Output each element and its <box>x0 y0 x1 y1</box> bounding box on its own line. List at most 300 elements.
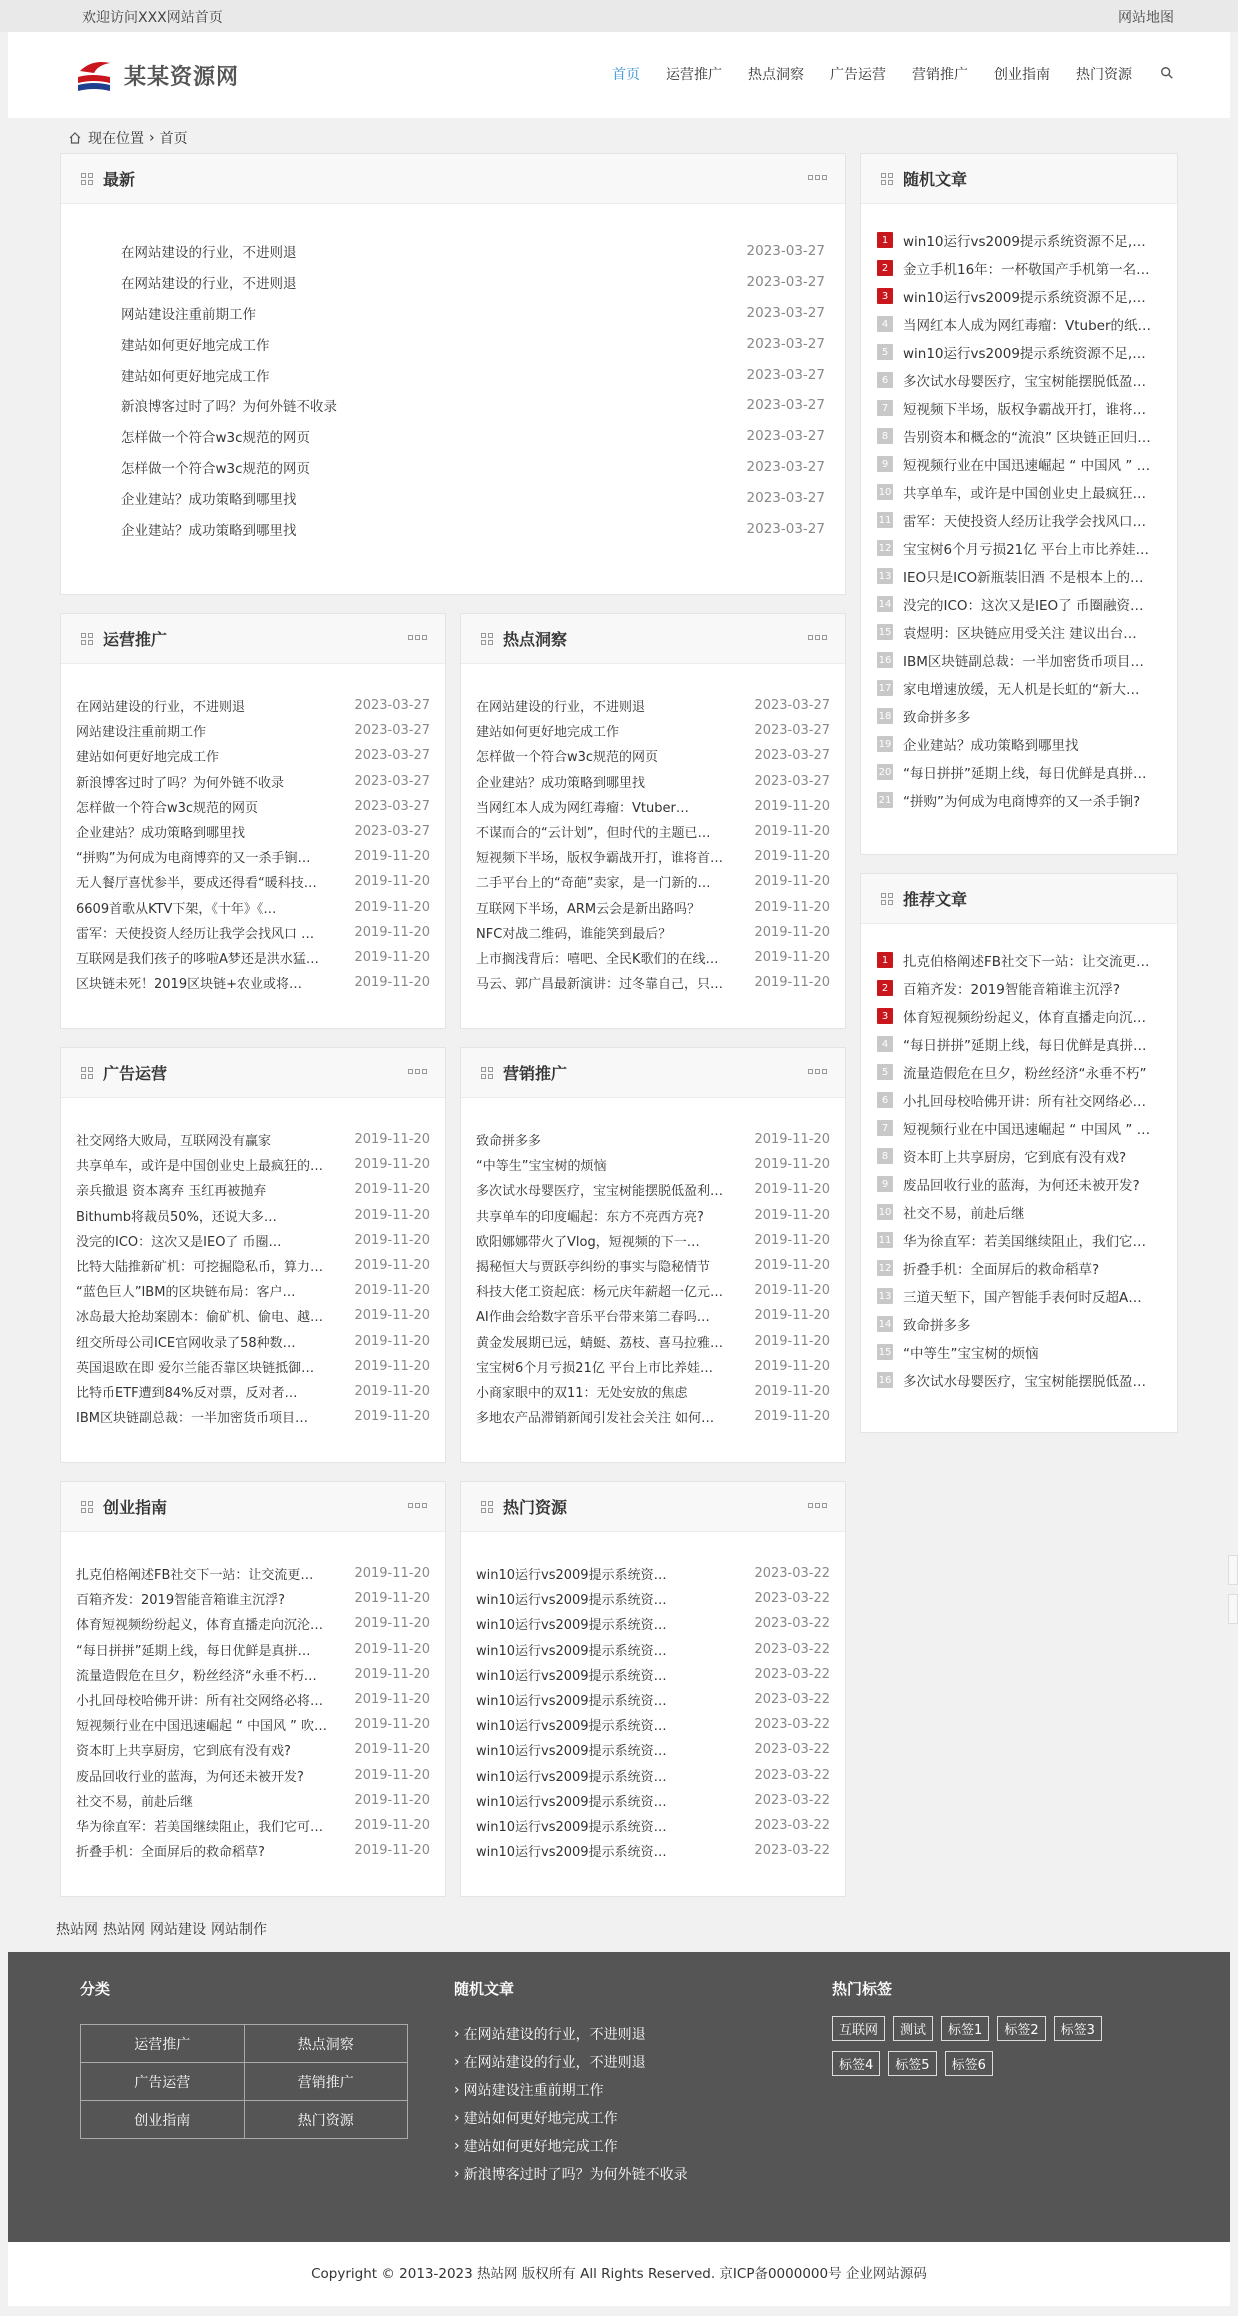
footer-random-item[interactable] <box>454 2020 688 2048</box>
article-title[interactable]: 企业建站？成功策略到哪里找 <box>476 775 646 791</box>
article-title[interactable]: 体育短视频纷纷起义，体育直播走向沉沦… <box>76 1618 324 1634</box>
article-title[interactable]: “拼购”为何成为电商博弈的又一杀手锏… <box>76 851 311 867</box>
tag[interactable]: 标签6 <box>945 2051 993 2076</box>
footer-random-title[interactable]: 新浪博客过时了吗？为何外链不收录 <box>463 2167 688 2183</box>
list-item[interactable] <box>76 1662 430 1687</box>
list-item[interactable] <box>76 844 430 869</box>
list-item[interactable] <box>76 1687 430 1712</box>
list-item[interactable] <box>76 1586 430 1611</box>
friend-link[interactable]: 热站网 <box>56 1922 98 1938</box>
list-item[interactable] <box>76 1561 430 1586</box>
list-item[interactable] <box>121 513 825 544</box>
article-title[interactable]: 怎样做一个符合w3c规范的网页 <box>121 430 311 447</box>
article-title[interactable]: win10运行vs2009提示系统资… <box>476 1744 667 1760</box>
list-item[interactable] <box>121 328 825 359</box>
footer-random-title[interactable]: 在网站建设的行业，不进则退 <box>463 2027 646 2043</box>
rank-item[interactable] <box>877 366 1159 394</box>
article-title[interactable]: 百箱齐发：2019智能音箱谁主沉浮? <box>903 982 1121 998</box>
rank-item[interactable] <box>877 534 1159 562</box>
list-item[interactable] <box>121 298 825 329</box>
list-item[interactable] <box>76 970 430 995</box>
list-item[interactable] <box>76 1763 430 1788</box>
list-item[interactable] <box>476 693 830 718</box>
article-title[interactable]: 企业建站？成功策略到哪里找 <box>903 738 1079 754</box>
list-item[interactable] <box>476 945 830 970</box>
rank-item[interactable] <box>877 338 1159 366</box>
article-title[interactable]: IBM区块链副总裁：一半加密货币项目… <box>903 654 1144 670</box>
article-title[interactable]: win10运行vs2009提示系统资… <box>476 1819 667 1835</box>
article-title[interactable]: 金立手机16年：一杯敬国产手机第一名… <box>903 262 1150 278</box>
side-tab[interactable] <box>1228 1555 1238 1585</box>
article-title[interactable]: win10运行vs2009提示系统资… <box>476 1845 667 1861</box>
article-title[interactable]: 科技大佬工资起底：杨元庆年薪超一亿元… <box>476 1285 724 1301</box>
article-title[interactable]: 区块链未死！2019区块链+农业或将… <box>76 977 302 993</box>
article-title[interactable]: 二手平台上的“奇葩”卖家，是一门新的… <box>476 876 711 892</box>
breadcrumb-home[interactable]: 首页 <box>159 131 188 147</box>
more-icon[interactable] <box>808 1503 827 1508</box>
rank-item[interactable] <box>877 282 1159 310</box>
list-item[interactable] <box>76 1329 430 1354</box>
rank-item[interactable] <box>877 1226 1159 1254</box>
list-item[interactable] <box>476 769 830 794</box>
list-item[interactable] <box>76 1152 430 1177</box>
article-title[interactable]: 不谋而合的“云计划”，但时代的主题已… <box>476 826 711 842</box>
article-title[interactable]: 家电增速放缓，无人机是长虹的“新大… <box>903 682 1140 698</box>
panel-title[interactable]: 营销推广 <box>503 1064 568 1083</box>
article-date: 2019-11-20 <box>754 824 830 840</box>
sitemap-link[interactable]: 网站地图 <box>1118 10 1174 26</box>
article-title[interactable]: 流量造假危在旦夕，粉丝经济“永垂不朽… <box>76 1668 317 1684</box>
article-title[interactable]: 网站建设注重前期工作 <box>121 306 256 323</box>
list-item[interactable] <box>76 1203 430 1228</box>
rank-item[interactable] <box>877 562 1159 590</box>
panel-title[interactable]: 热门资源 <box>503 1498 568 1517</box>
list-item[interactable] <box>476 1662 830 1687</box>
friend-link[interactable]: 网站制作 <box>211 1922 267 1938</box>
list-item[interactable] <box>476 1561 830 1586</box>
article-title[interactable]: 纽交所母公司ICE官网收录了58种数… <box>76 1335 296 1351</box>
list-item[interactable] <box>121 452 825 483</box>
list-item[interactable] <box>476 1763 830 1788</box>
list-item[interactable] <box>476 920 830 945</box>
footer-category-link[interactable]: 热点洞察 <box>244 2025 408 2063</box>
article-title[interactable]: 致命拼多多 <box>903 1318 971 1334</box>
list-item[interactable] <box>121 390 825 421</box>
rank-item[interactable] <box>877 310 1159 338</box>
article-title[interactable]: 扎克伯格阐述FB社交下一站：让交流更… <box>76 1568 314 1584</box>
article-title[interactable]: 多地农产品滞销新闻引发社会关注 如何… <box>476 1411 715 1427</box>
article-title[interactable]: 揭秘恒大与贾跃亭纠纷的事实与隐秘情节 <box>476 1260 711 1276</box>
search-icon[interactable] <box>1160 66 1176 82</box>
article-title[interactable]: 小扎回母校哈佛开讲：所有社交网络必将… <box>76 1694 324 1710</box>
list-item[interactable] <box>76 1228 430 1253</box>
nav-item[interactable]: 广告运营 <box>830 67 886 83</box>
rank-item[interactable] <box>877 422 1159 450</box>
more-icon[interactable] <box>408 1069 427 1074</box>
article-title[interactable]: 废品回收行业的蓝海，为何还未被开发? <box>76 1769 304 1785</box>
list-item[interactable] <box>76 1278 430 1303</box>
rank-item[interactable] <box>877 1030 1159 1058</box>
list-item[interactable] <box>476 1712 830 1737</box>
list-item[interactable] <box>121 236 825 267</box>
article-title[interactable]: 共享单车，或许是中国创业史上最疯狂的… <box>76 1159 324 1175</box>
article-title[interactable]: 冰岛最大抢劫案剧本：偷矿机、偷电、越… <box>76 1310 324 1326</box>
footer-random-title[interactable]: 建站如何更好地完成工作 <box>463 2139 618 2155</box>
article-title[interactable]: 三道天堑下，国产智能手表何时反超A… <box>903 1290 1142 1306</box>
article-title[interactable]: 短视频行业在中国迅速崛起 “ 中国风 ” … <box>903 458 1151 474</box>
more-icon[interactable] <box>408 1503 427 1508</box>
article-title[interactable]: AI作曲会给数字音乐平台带来第二春吗… <box>476 1310 710 1326</box>
more-icon[interactable] <box>808 175 827 180</box>
article-title[interactable]: 雷军：天使投资人经历让我学会找风口… <box>903 514 1146 530</box>
list-item[interactable] <box>76 819 430 844</box>
list-item[interactable] <box>476 1354 830 1379</box>
article-title[interactable]: 建站如何更好地完成工作 <box>76 750 220 766</box>
article-title[interactable]: 体育短视频纷纷起义，体育直播走向沉… <box>903 1010 1146 1026</box>
list-item[interactable] <box>76 1737 430 1762</box>
list-item[interactable] <box>76 1127 430 1152</box>
article-title[interactable]: 当网红本人成为网红毒瘤：Vtuber的纸… <box>903 318 1152 334</box>
article-title[interactable]: 社交不易，前赴后继 <box>76 1794 194 1810</box>
nav-item[interactable]: 热点洞察 <box>748 67 804 83</box>
article-title[interactable]: 企业建站？成功策略到哪里找 <box>76 826 246 842</box>
article-title[interactable]: 无人餐厅喜忧参半，要成还得看“暖科技… <box>76 876 317 892</box>
rank-item[interactable] <box>877 1366 1159 1394</box>
list-item[interactable] <box>76 945 430 970</box>
article-title[interactable]: Bithumb将裁员50%，还说大多… <box>76 1209 277 1225</box>
article-title[interactable]: 宝宝树6个月亏损21亿 平台上市比养娃… <box>903 542 1150 558</box>
footer-random-item[interactable] <box>454 2104 688 2132</box>
more-icon[interactable] <box>408 635 427 640</box>
list-item[interactable] <box>476 1177 830 1202</box>
nav-item[interactable]: 营销推广 <box>912 67 968 83</box>
article-title[interactable]: “每日拼拼”延期上线，每日优鲜是真拼… <box>903 766 1147 782</box>
list-item[interactable] <box>476 1404 830 1429</box>
article-title[interactable]: 马云、郭广昌最新演讲：过冬靠自己，只… <box>476 977 724 993</box>
list-item[interactable] <box>76 1379 430 1404</box>
footer-category-link[interactable]: 创业指南 <box>81 2101 245 2139</box>
list-item[interactable] <box>76 1404 430 1429</box>
article-title[interactable]: 短视频行业在中国迅速崛起 “ 中国风 ” 吹… <box>76 1719 327 1735</box>
tag[interactable]: 测试 <box>893 2016 933 2041</box>
rank-item[interactable] <box>877 1058 1159 1086</box>
article-title[interactable]: 建站如何更好地完成工作 <box>121 337 270 354</box>
article-title[interactable]: 欧阳娜娜带火了Vlog，短视频的下一… <box>476 1234 700 1250</box>
rank-item[interactable] <box>877 1142 1159 1170</box>
list-item[interactable] <box>476 1152 830 1177</box>
rank-item[interactable] <box>877 974 1159 1002</box>
list-item[interactable] <box>476 869 830 894</box>
footer-random-title[interactable]: 建站如何更好地完成工作 <box>463 2111 618 2127</box>
list-item[interactable] <box>76 718 430 743</box>
article-title[interactable]: 6609首歌从KTV下架，《十年》《… <box>76 901 277 917</box>
rank-item[interactable] <box>877 946 1159 974</box>
article-title[interactable]: 怎样做一个符合w3c规范的网页 <box>476 750 659 766</box>
article-date: 2023-03-27 <box>746 397 825 414</box>
list-item[interactable] <box>76 1788 430 1813</box>
article-title[interactable]: 比特大陆推新矿机：可挖掘隐私币，算力… <box>76 1260 324 1276</box>
site-logo[interactable] <box>72 52 239 98</box>
article-title[interactable]: 资本盯上共享厨房，它到底有没有戏? <box>903 1150 1127 1166</box>
list-item[interactable] <box>76 1253 430 1278</box>
rank-item[interactable] <box>877 758 1159 786</box>
article-title[interactable]: 社交不易，前赴后继 <box>903 1206 1025 1222</box>
rank-item[interactable] <box>877 1002 1159 1030</box>
article-date: 2019-11-20 <box>354 1717 430 1733</box>
list-item[interactable] <box>76 1354 430 1379</box>
article-title[interactable]: 共享单车，或许是中国创业史上最疯狂… <box>903 486 1146 502</box>
article-title[interactable]: 没完的ICO：这次又是IEO了 币圈… <box>76 1234 282 1250</box>
rank-item[interactable] <box>877 590 1159 618</box>
list-item[interactable] <box>76 1303 430 1328</box>
tag[interactable]: 标签4 <box>832 2051 880 2076</box>
panel-title[interactable]: 热点洞察 <box>503 630 568 649</box>
friend-link[interactable]: 网站建设 <box>150 1922 206 1938</box>
rank-item[interactable] <box>877 1170 1159 1198</box>
article-title[interactable]: 致命拼多多 <box>903 710 971 726</box>
article-title[interactable]: 社交网络大败局，互联网没有赢家 <box>76 1134 272 1150</box>
footer-random-title[interactable]: 网站建设注重前期工作 <box>463 2083 604 2099</box>
article-title[interactable]: win10运行vs2009提示系统资… <box>476 1794 667 1810</box>
article-title[interactable]: 扎克伯格阐述FB社交下一站：让交流更… <box>903 954 1150 970</box>
article-title[interactable]: 资本盯上共享厨房，它到底有没有戏? <box>76 1744 291 1760</box>
article-title[interactable]: 英国退欧在即 爱尔兰能否靠区块链抵御… <box>76 1360 315 1376</box>
article-title[interactable]: 上市搁浅背后：嘻吧、全民K歌们的在线… <box>476 951 719 967</box>
list-item[interactable] <box>476 1228 830 1253</box>
article-title[interactable]: win10运行vs2009提示系统资… <box>476 1668 667 1684</box>
article-title[interactable]: 共享单车的印度崛起：东方不亮西方亮? <box>476 1209 704 1225</box>
article-title[interactable]: 建站如何更好地完成工作 <box>476 725 620 741</box>
article-title[interactable]: 致命拼多多 <box>476 1134 542 1150</box>
article-title[interactable]: 流量造假危在旦夕，粉丝经济“永垂不朽” <box>903 1066 1147 1082</box>
article-title[interactable]: 折叠手机：全面屏后的救命稻草? <box>76 1845 265 1861</box>
rank-item[interactable] <box>877 226 1159 254</box>
rank-item[interactable] <box>877 674 1159 702</box>
article-title[interactable]: 怎样做一个符合w3c规范的网页 <box>76 800 259 816</box>
list-item[interactable] <box>476 819 830 844</box>
article-title[interactable]: 当网红本人成为网红毒瘤：Vtuber… <box>476 800 689 816</box>
list-item[interactable] <box>76 1177 430 1202</box>
footer-random-item[interactable] <box>454 2048 688 2076</box>
list-item[interactable] <box>476 1586 830 1611</box>
article-title[interactable]: 新浪博客过时了吗？为何外链不收录 <box>121 399 337 416</box>
list-item[interactable] <box>476 1838 830 1863</box>
article-title[interactable]: 短视频下半场，版权争霸战开打，谁将… <box>903 402 1146 418</box>
article-title[interactable]: 废品回收行业的蓝海，为何还未被开发? <box>903 1178 1140 1194</box>
list-item[interactable] <box>476 1303 830 1328</box>
list-item[interactable] <box>76 1611 430 1636</box>
rank-item[interactable] <box>877 478 1159 506</box>
article-title[interactable]: 多次试水母婴医疗，宝宝树能摆脱低盈利… <box>476 1184 724 1200</box>
article-title[interactable]: IEO只是ICO新瓶装旧酒 不是根本上的… <box>903 570 1144 586</box>
article-title[interactable]: “蓝色巨人”IBM的区块链布局：客户… <box>76 1285 296 1301</box>
article-title[interactable]: “拼购”为何成为电商博弈的又一杀手锏? <box>903 794 1141 810</box>
list-item[interactable] <box>476 844 830 869</box>
nav-item[interactable]: 首页 <box>612 67 640 83</box>
list-item[interactable] <box>476 1203 830 1228</box>
list-item[interactable] <box>76 869 430 894</box>
friend-link[interactable]: 热站网 <box>103 1922 145 1938</box>
article-title[interactable]: win10运行vs2009提示系统资源不足,无… <box>903 290 1159 306</box>
article-title[interactable]: 互联网下半场，ARM云会是新出路吗？ <box>476 901 701 917</box>
tag[interactable]: 标签3 <box>1054 2016 1102 2041</box>
footer-category-link[interactable]: 广告运营 <box>81 2063 245 2101</box>
article-title[interactable]: 企业建站？成功策略到哪里找 <box>121 491 297 508</box>
list-item[interactable] <box>476 1127 830 1152</box>
article-title[interactable]: IBM区块链副总裁：一半加密货币项目… <box>76 1411 308 1427</box>
article-title[interactable]: win10运行vs2009提示系统资… <box>476 1643 667 1659</box>
article-title[interactable]: 没完的ICO：这次又是IEO了 币圈融资… <box>903 598 1144 614</box>
more-icon[interactable] <box>808 635 827 640</box>
list-item[interactable] <box>476 1379 830 1404</box>
list-item[interactable] <box>476 743 830 768</box>
panel-title[interactable]: 创业指南 <box>103 1498 168 1517</box>
article-title[interactable]: “中等生”宝宝树的烦恼 <box>903 1346 1039 1362</box>
list-item[interactable] <box>476 718 830 743</box>
list-item[interactable] <box>76 794 430 819</box>
list-item[interactable] <box>76 1838 430 1863</box>
nav-item[interactable]: 运营推广 <box>666 67 722 83</box>
list-item[interactable] <box>76 743 430 768</box>
side-tab[interactable] <box>1228 1594 1238 1624</box>
panel-title[interactable]: 运营推广 <box>103 630 168 649</box>
list-item[interactable] <box>121 359 825 390</box>
footer-category-link[interactable]: 营销推广 <box>244 2063 408 2101</box>
list-item[interactable] <box>76 1813 430 1838</box>
article-title[interactable]: 华为徐直军：若美国继续阻止，我们它… <box>903 1234 1146 1250</box>
article-title[interactable]: win10运行vs2009提示系统资… <box>476 1769 667 1785</box>
footer-random-item[interactable] <box>454 2076 688 2104</box>
article-title[interactable]: 在网站建设的行业，不进则退 <box>121 245 297 262</box>
article-title[interactable]: 新浪博客过时了吗？为何外链不收录 <box>76 775 285 791</box>
footer-category-link[interactable]: 运营推广 <box>81 2025 245 2063</box>
rank-item[interactable] <box>877 618 1159 646</box>
article-title[interactable]: 亲兵撤退 资本离弃 玉红再被抛弃 <box>76 1184 267 1200</box>
more-icon[interactable] <box>808 1069 827 1074</box>
rank-item[interactable] <box>877 506 1159 534</box>
list-item[interactable] <box>76 769 430 794</box>
rank-item[interactable] <box>877 254 1159 282</box>
article-title[interactable]: win10运行vs2009提示系统资源不足,无… <box>903 346 1159 362</box>
rank-item[interactable] <box>877 702 1159 730</box>
tag[interactable]: 标签1 <box>941 2016 989 2041</box>
list-item[interactable] <box>76 1712 430 1737</box>
list-item[interactable] <box>476 1637 830 1662</box>
article-title[interactable]: win10运行vs2009提示系统资… <box>476 1568 667 1584</box>
list-item[interactable] <box>476 1278 830 1303</box>
list-item[interactable] <box>476 1737 830 1762</box>
article-title[interactable]: 比特币ETF遭到84%反对票，反对者… <box>76 1385 298 1401</box>
article-title[interactable]: 短视频行业在中国迅速崛起 “ 中国风 ” … <box>903 1122 1151 1138</box>
tag[interactable]: 标签2 <box>997 2016 1045 2041</box>
article-title[interactable]: win10运行vs2009提示系统资… <box>476 1593 667 1609</box>
footer-random-item[interactable] <box>454 2132 688 2160</box>
list-item[interactable] <box>76 920 430 945</box>
article-title[interactable]: 折叠手机：全面屏后的救命稻草? <box>903 1262 1100 1278</box>
article-title[interactable]: “中等生”宝宝树的烦恼 <box>476 1159 607 1175</box>
article-title[interactable]: win10运行vs2009提示系统资… <box>476 1719 667 1735</box>
list-item[interactable] <box>476 1611 830 1636</box>
article-date: 2023-03-22 <box>754 1817 830 1833</box>
list-item[interactable] <box>476 895 830 920</box>
panel-title[interactable]: 广告运营 <box>103 1064 168 1083</box>
rank-item[interactable] <box>877 1338 1159 1366</box>
footer-random-item[interactable] <box>454 2160 688 2188</box>
footer-category-table <box>80 2024 408 2139</box>
list-item[interactable] <box>476 794 830 819</box>
rank-item[interactable] <box>877 1086 1159 1114</box>
article-title[interactable]: 在网站建设的行业，不进则退 <box>76 700 246 716</box>
article-title[interactable]: “每日拼拼”延期上线，每日优鲜是真拼… <box>903 1038 1147 1054</box>
article-title[interactable]: 告别资本和概念的“流浪” 区块链正回归… <box>903 430 1151 446</box>
article-title[interactable]: 企业建站？成功策略到哪里找 <box>121 522 297 539</box>
rank-item[interactable] <box>877 450 1159 478</box>
list-item[interactable] <box>76 1637 430 1662</box>
article-title[interactable]: win10运行vs2009提示系统资… <box>476 1618 667 1634</box>
article-title[interactable]: 多次试水母婴医疗，宝宝树能摆脱低盈… <box>903 1374 1146 1390</box>
article-title[interactable]: 在网站建设的行业，不进则退 <box>121 276 297 293</box>
list-item[interactable] <box>476 1788 830 1813</box>
nav-item[interactable]: 热门资源 <box>1076 67 1132 83</box>
list-item[interactable] <box>121 267 825 298</box>
list-item[interactable] <box>476 1813 830 1838</box>
article-title[interactable]: 多次试水母婴医疗，宝宝树能摆脱低盈… <box>903 374 1146 390</box>
article-title[interactable]: NFC对战二维码，谁能笑到最后？ <box>476 926 672 942</box>
article-title[interactable]: 黄金发展期已远，蜻蜓、荔枝、喜马拉雅… <box>476 1335 724 1351</box>
article-title[interactable]: 小扎回母校哈佛开讲：所有社交网络必… <box>903 1094 1146 1110</box>
list-item[interactable] <box>476 970 830 995</box>
rank-item[interactable] <box>877 786 1159 814</box>
article-title[interactable]: 怎样做一个符合w3c规范的网页 <box>121 460 311 477</box>
article-title[interactable]: win10运行vs2009提示系统资… <box>476 1694 667 1710</box>
article-title[interactable]: 华为徐直军：若美国继续阻止，我们它可… <box>76 1819 324 1835</box>
list-item[interactable] <box>76 693 430 718</box>
list-item[interactable] <box>121 421 825 452</box>
list-item[interactable] <box>476 1253 830 1278</box>
list-item[interactable] <box>76 895 430 920</box>
rank-item[interactable] <box>877 1254 1159 1282</box>
tag[interactable]: 标签5 <box>888 2051 936 2076</box>
rank-item[interactable] <box>877 1282 1159 1310</box>
list-item[interactable] <box>476 1329 830 1354</box>
list-item[interactable] <box>476 1687 830 1712</box>
footer-category-link[interactable]: 热门资源 <box>244 2101 408 2139</box>
article-title[interactable]: 小商家眼中的双11：无处安放的焦虑 <box>476 1385 688 1401</box>
tag[interactable]: 互联网 <box>832 2016 885 2041</box>
article-title[interactable]: 雷军：天使投资人经历让我学会找风口 … <box>76 926 315 942</box>
article-title[interactable]: 短视频下半场，版权争霸战开打，谁将首… <box>476 851 724 867</box>
rank-item[interactable] <box>877 730 1159 758</box>
article-title[interactable]: 袁煜明：区块链应用受关注 建议出台… <box>903 626 1137 642</box>
article-title[interactable]: 网站建设注重前期工作 <box>76 725 207 741</box>
rank-item[interactable] <box>877 1114 1159 1142</box>
rank-item[interactable] <box>877 1310 1159 1338</box>
rank-item[interactable] <box>877 394 1159 422</box>
article-date: 2019-11-20 <box>754 1308 830 1324</box>
article-title[interactable]: 在网站建设的行业，不进则退 <box>476 700 646 716</box>
article-title[interactable]: “每日拼拼”延期上线，每日优鲜是真拼… <box>76 1643 311 1659</box>
article-title[interactable]: 建站如何更好地完成工作 <box>121 368 270 385</box>
article-title[interactable]: 宝宝树6个月亏损21亿 平台上市比养娃… <box>476 1360 713 1376</box>
article-title[interactable]: win10运行vs2009提示系统资源不足,无… <box>903 234 1159 250</box>
list-item[interactable] <box>121 482 825 513</box>
rank-item[interactable] <box>877 1198 1159 1226</box>
footer-random-title[interactable]: 在网站建设的行业，不进则退 <box>463 2055 646 2071</box>
rank-item[interactable] <box>877 646 1159 674</box>
article-title[interactable]: 互联网是我们孩子的哆啦A梦还是洪水猛… <box>76 951 319 967</box>
article-title[interactable]: 百箱齐发：2019智能音箱谁主沉浮? <box>76 1593 285 1609</box>
nav-item[interactable]: 创业指南 <box>994 67 1050 83</box>
